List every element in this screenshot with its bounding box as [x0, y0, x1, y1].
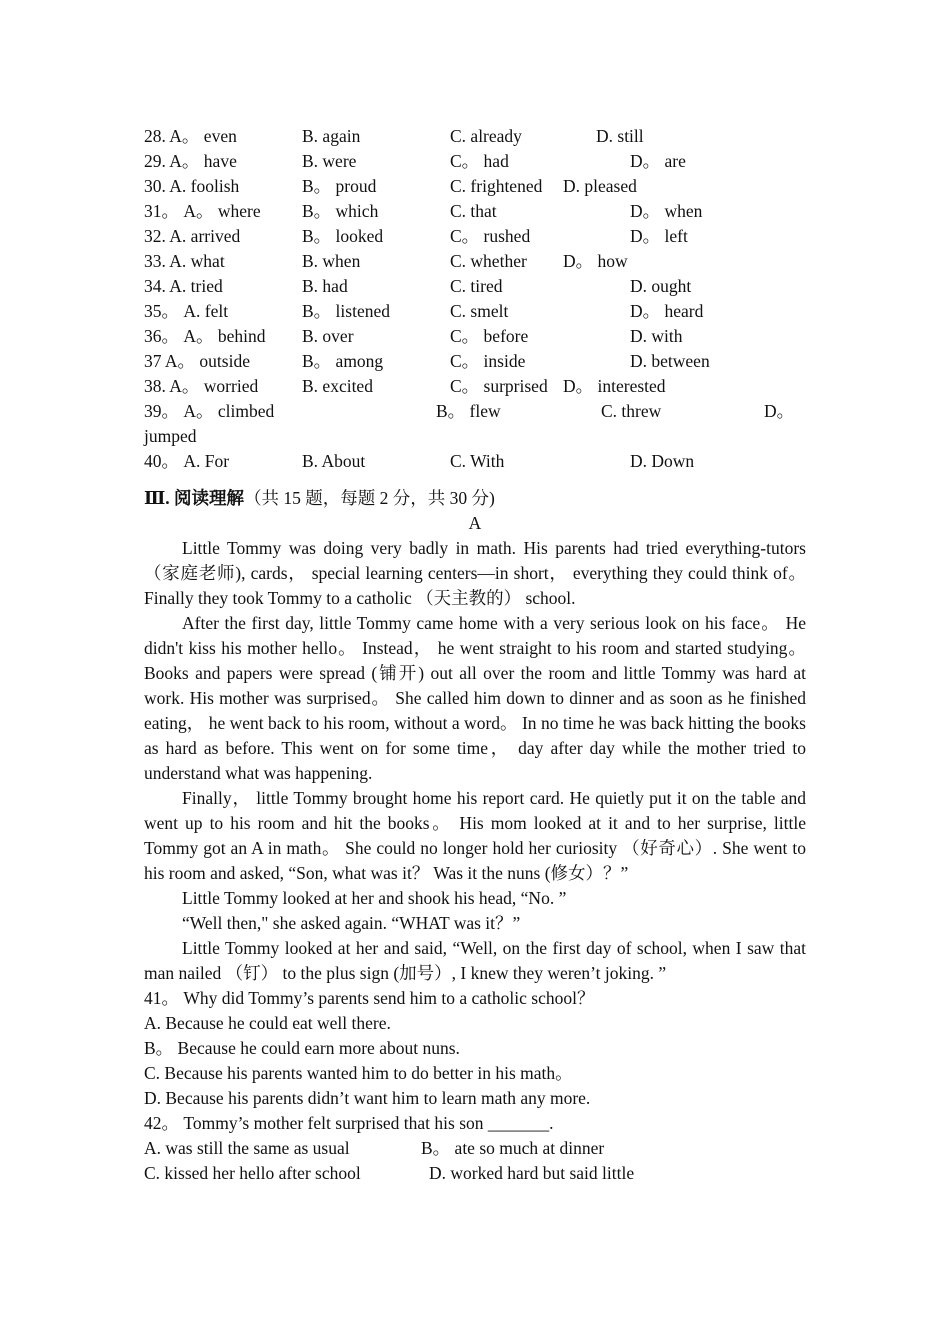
option-d: D。	[764, 401, 795, 421]
paragraph: “Well then," she asked again. “WHAT was it？”	[182, 913, 521, 933]
cloze-row-29	[144, 149, 806, 174]
paragraph: Little Tommy looked at her and said, “Well, on the first day of school, when I saw that man nailed （钉） to the plus sign (加号）, I knew they weren’t joking. ”	[144, 938, 806, 983]
option-c: C。 inside	[450, 351, 526, 371]
option-b: B. when	[302, 251, 361, 271]
question-42: 42。 Tommy’s mother felt surprised that his son _______.	[144, 1113, 554, 1133]
q42-option-c: C. kissed her hello after school	[144, 1163, 361, 1183]
option-b: B。 looked	[302, 226, 384, 246]
option-d: D. with	[630, 326, 683, 346]
option-d: D。 are	[630, 151, 686, 171]
option-d: D. between	[630, 351, 710, 371]
option-b: B. About	[302, 451, 366, 471]
paragraph: Finally， little Tommy brought home his report card. He quietly put it on the table and went up to his room and hit the books。 His mom looked at it and to her surprise, little Tommy got an A in math。 She could no longer hold her curiosity （好奇心）. She went to his room and asked, “Son, what was it？ Was it the nuns (修女）？”	[144, 788, 806, 883]
paragraph: After the first day, little Tommy came home with a very serious look on his face。 He didn't kiss his mother hello。 Instead， he went straight to his room and started studying。 Books and papers were spread (铺开) out all over the room and little Tommy was hard at work. His mother was surprised。 She called him down to dinner and as soon as he finished eating， he went back to his room, without a word。 In no time he was back hitting the books as hard as before. This went on for some time， day after day while the mother tried to understand what was happening.	[144, 613, 806, 783]
option-a: 31。 A。 where	[144, 201, 261, 221]
option-a: 32. A. arrived	[144, 226, 241, 246]
cloze-row-35	[144, 299, 806, 324]
option-c: C. With	[450, 451, 505, 471]
option-c: C. threw	[601, 401, 662, 421]
exam-page	[144, 124, 806, 1186]
option-a: 30. A. foolish	[144, 176, 240, 196]
option-d: D. Down	[630, 451, 695, 471]
q41-option-a: A. Because he could eat well there.	[144, 1013, 391, 1033]
q42-option-a: A. was still the same as usual	[144, 1138, 350, 1158]
option-c: C。 had	[450, 151, 509, 171]
option-b: B。 proud	[302, 176, 377, 196]
q41-option-c: C. Because his parents wanted him to do better in his math。	[144, 1063, 573, 1083]
option-b: B. over	[302, 326, 354, 346]
paragraph: Little Tommy looked at her and shook his head, “No. ”	[182, 888, 567, 908]
option-a: 34. A. tried	[144, 276, 223, 296]
option-a: 40。 A. For	[144, 451, 230, 471]
option-a: 33. A. what	[144, 251, 225, 271]
section-scoring: （共 15 题，每题 2 分，共 30 分)	[244, 488, 495, 508]
q42-options-row-1	[144, 1136, 806, 1161]
option-b: B. excited	[302, 376, 373, 396]
option-c: C. that	[450, 201, 497, 221]
option-b: B. had	[302, 276, 348, 296]
option-c: C. already	[450, 126, 522, 146]
option-b: B. were	[302, 151, 357, 171]
paragraph: Little Tommy was doing very badly in math. His parents had tried everything-tutors （家庭老师), cards， special learning centers—in short， everything they could think of。 Finally they took Tommy to a catholic （天主教的） school.	[144, 538, 806, 608]
option-c: C. tired	[450, 276, 503, 296]
option-a: 29. A。 have	[144, 151, 237, 171]
cloze-row-36	[144, 324, 806, 349]
option-c: C. frightened	[450, 176, 543, 196]
cloze-row-28	[144, 124, 806, 149]
cloze-row-30	[144, 174, 806, 199]
cloze-row-31	[144, 199, 806, 224]
option-d: D。 interested	[563, 376, 666, 396]
option-b: B。 which	[302, 201, 379, 221]
option-c: C。 before	[450, 326, 529, 346]
cloze-row-33	[144, 249, 806, 274]
cloze-row-32	[144, 224, 806, 249]
option-a: 37 A。 outside	[144, 351, 250, 371]
cloze-row-34	[144, 274, 806, 299]
option-c: C。 rushed	[450, 226, 531, 246]
q42-options-row-2	[144, 1161, 806, 1186]
option-b: B。 among	[302, 351, 384, 371]
option-a: 35。 A. felt	[144, 301, 229, 321]
cloze-row-40	[144, 449, 806, 474]
q42-option-b: B。 ate so much at dinner	[421, 1138, 605, 1158]
question-41: 41。 Why did Tommy’s parents send him to a catholic school？	[144, 988, 595, 1008]
option-d: D. ought	[630, 276, 692, 296]
cloze-row-38	[144, 374, 806, 399]
option-d: D. still	[596, 126, 644, 146]
option-d: D。 when	[630, 201, 703, 221]
option-b: B。 flew	[436, 401, 501, 421]
section-title: Ⅲ. 阅读理解	[144, 488, 245, 508]
option-b: B。 listened	[302, 301, 390, 321]
cloze-row-37	[144, 349, 806, 374]
option-c: C。 surprised	[450, 376, 548, 396]
cloze-row-39	[144, 399, 806, 424]
option-b: B. again	[302, 126, 361, 146]
option-d: D。 left	[630, 226, 688, 246]
passage-label: A	[468, 513, 482, 533]
option-d: D。 how	[563, 251, 628, 271]
option-d: D. pleased	[563, 176, 637, 196]
q42-option-d: D. worked hard but said little	[429, 1163, 635, 1183]
option-d-continued: jumped	[144, 426, 197, 446]
option-a: 39。 A。 climbed	[144, 401, 275, 421]
q41-option-d: D. Because his parents didn’t want him to learn math any more.	[144, 1088, 591, 1108]
option-a: 28. A。 even	[144, 126, 237, 146]
option-c: C. whether	[450, 251, 527, 271]
q41-option-b: B。 Because he could earn more about nuns.	[144, 1038, 460, 1058]
section-heading	[144, 486, 806, 511]
cloze-row-39-wrap	[144, 424, 806, 449]
option-a: 36。 A。 behind	[144, 326, 266, 346]
option-a: 38. A。 worried	[144, 376, 259, 396]
option-d: D。 heard	[630, 301, 704, 321]
option-c: C. smelt	[450, 301, 509, 321]
